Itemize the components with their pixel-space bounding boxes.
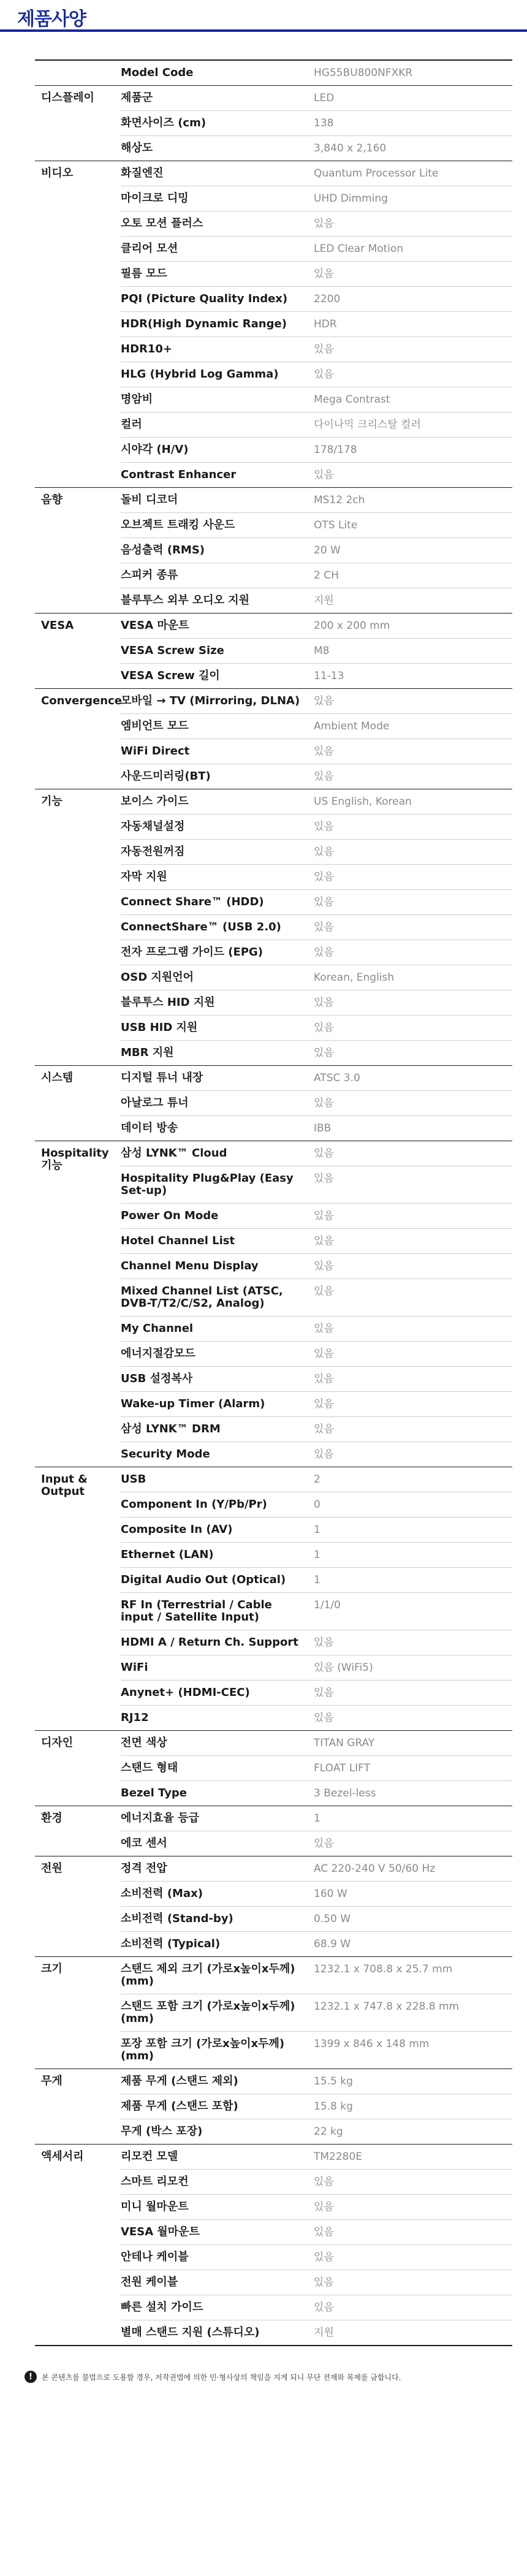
spec-value: 있음 [314, 1316, 512, 1342]
spec-value: 있음 [314, 1091, 512, 1116]
spec-label: Ethernet (LAN) [121, 1543, 314, 1568]
spec-value: 0 [314, 1492, 512, 1518]
spec-value: M8 [314, 639, 512, 664]
spec-label: 스마트 리모컨 [121, 2170, 314, 2195]
spec-value: 있음 [314, 1630, 512, 1655]
spec-row [35, 614, 512, 639]
spec-value: 138 [314, 111, 512, 136]
spec-label: HDMI A / Return Ch. Support [121, 1630, 314, 1655]
spec-value: 있음 [314, 362, 512, 387]
spec-value: 있음 [314, 1367, 512, 1392]
spec-label: 모바일 → TV (Mirroring, DLNA) [121, 689, 314, 714]
spec-label: 별매 스탠드 지원 (스튜디오) [121, 2326, 260, 2339]
spec-label: Security Mode [121, 1448, 210, 1461]
spec-label: USB [121, 1467, 314, 1492]
spec-label: 소비전력 (Stand-by) [121, 1907, 314, 1932]
spec-label: USB 설정복사 [121, 1367, 314, 1392]
spec-category: 액세서리 [35, 2145, 121, 2346]
spec-label: VESA 마운트 [121, 614, 314, 639]
spec-value: 있음 [314, 2220, 512, 2245]
spec-category: Hospitality 기능 [35, 1141, 121, 1467]
spec-label: 보이스 가이드 [121, 789, 314, 815]
spec-category [35, 61, 121, 86]
spec-label: Mixed Channel List (ATSC, DVB-T/T2/C/S2, Analog) [121, 1279, 314, 1316]
spec-row [35, 488, 512, 513]
spec-label: MBR 지원 [121, 1046, 174, 1059]
copyright-notice [25, 2371, 509, 2383]
spec-label: 에코 센서 [121, 1837, 167, 1850]
spec-value: 있음 [314, 1712, 334, 1724]
spec-label: Channel Menu Display [121, 1254, 314, 1279]
spec-value: 있음 [314, 1417, 512, 1442]
spec-label: 삼성 LYNK™ Cloud [121, 1141, 314, 1166]
spec-value: 있음 [314, 262, 512, 287]
spec-row [35, 1467, 512, 1492]
spec-label: 필름 모드 [121, 262, 314, 287]
spec-label: 빠른 설치 가이드 [121, 2295, 314, 2320]
spec-label: HDR(High Dynamic Range) [121, 312, 314, 337]
spec-value: 있음 [314, 1254, 512, 1279]
spec-value: IBB [314, 1122, 332, 1134]
spec-value: 있음 [314, 1229, 512, 1254]
spec-category: VESA [35, 614, 121, 689]
spec-label: Anynet+ (HDMI-CEC) [121, 1681, 314, 1706]
spec-value: 1232.1 x 708.8 x 25.7 mm [314, 1957, 512, 1994]
spec-category: 디자인 [35, 1731, 121, 1806]
spec-label: 전면 색상 [121, 1731, 314, 1756]
spec-label: 제품 무게 (스탠드 포함) [121, 2094, 314, 2119]
spec-row [35, 1856, 512, 1882]
spec-label: OSD 지원언어 [121, 965, 314, 990]
spec-value: 1 [314, 1568, 512, 1593]
spec-value: 있음 [314, 940, 512, 965]
spec-row [35, 1141, 512, 1166]
page-title: 제품사양 [17, 9, 86, 30]
spec-value: Mega Contrast [314, 387, 512, 412]
spec-label: 제품군 [121, 86, 314, 111]
table-bottom-rule [35, 2345, 512, 2346]
spec-value: 있음 [314, 1448, 334, 1461]
spec-value: 160 W [314, 1882, 512, 1907]
spec-value: 1399 x 846 x 148 mm [314, 2038, 430, 2050]
spec-row [35, 1731, 512, 1756]
spec-label: 제품 무게 (스탠드 제외) [121, 2069, 314, 2094]
spec-label: Component In (Y/Pb/Pr) [121, 1492, 314, 1518]
spec-value: 있음 [314, 2295, 512, 2320]
spec-value: HDR [314, 312, 512, 337]
spec-label: 마이크로 디밍 [121, 186, 314, 211]
spec-label: My Channel [121, 1316, 314, 1342]
spec-label: Hospitality Plug&Play (Easy Set-up) [121, 1166, 314, 1204]
spec-value: 1 [314, 1806, 512, 1831]
spec-label: VESA 월마운트 [121, 2220, 314, 2245]
spec-label: ConnectShare™ (USB 2.0) [121, 915, 314, 940]
spec-label: RJ12 [121, 1711, 149, 1724]
spec-label: 사운드미러링(BT) [121, 770, 211, 783]
spec-value: 있음 [314, 2195, 512, 2220]
spec-value: 있음 [314, 915, 512, 940]
spec-category: 음향 [35, 488, 121, 614]
spec-value: US English, Korean [314, 789, 512, 815]
spec-value: 11-13 [314, 670, 344, 682]
spec-value: 15.8 kg [314, 2094, 512, 2119]
spec-label: Model Code [121, 66, 194, 79]
spec-value: 있음 [314, 1166, 512, 1204]
spec-value: Korean, English [314, 965, 512, 990]
spec-value: 2 CH [314, 563, 512, 588]
spec-label: 자동전원꺼짐 [121, 840, 314, 865]
spec-value: 있음 [314, 689, 512, 714]
spec-category: 기능 [35, 789, 121, 1066]
spec-value: FLOAT LIFT [314, 1756, 512, 1781]
spec-category: 환경 [35, 1806, 121, 1856]
spec-value: 있음 [314, 337, 512, 362]
spec-label: WiFi Direct [121, 739, 314, 764]
spec-label: 에너지효율 등급 [121, 1806, 314, 1831]
spec-value: 있음 [314, 1392, 512, 1417]
spec-label: 블루투스 외부 오디오 지원 [121, 594, 250, 607]
spec-row [35, 1066, 512, 1091]
spec-label: 삼성 LYNK™ DRM [121, 1417, 314, 1442]
spec-value: LED [314, 86, 512, 111]
notice-text: 본 콘텐츠를 불법으로 도용할 경우, 저작권법에 의한 민·형사상의 책임을 지게 되니 무단 전재와 복제를 금합니다. [42, 2373, 401, 2382]
spec-value: 1 [314, 1543, 512, 1568]
spec-label: 자동채널설정 [121, 815, 314, 840]
exclamation-icon: ! [25, 2371, 37, 2383]
spec-value: 있음 [314, 2245, 512, 2270]
spec-label: 리모컨 모델 [121, 2145, 314, 2170]
spec-value: 3,840 x 2,160 [314, 142, 387, 154]
spec-value: 2200 [314, 287, 512, 312]
spec-label: HDR10+ [121, 337, 314, 362]
spec-label: HLG (Hybrid Log Gamma) [121, 362, 314, 387]
spec-row [35, 2145, 512, 2170]
spec-label: WiFi [121, 1655, 314, 1681]
spec-value: 있음 [314, 1279, 512, 1316]
spec-value: 있음 [314, 865, 512, 890]
spec-label: Hotel Channel List [121, 1229, 314, 1254]
spec-label: 블루투스 HID 지원 [121, 990, 314, 1016]
spec-label: 자막 지원 [121, 865, 314, 890]
spec-value: 있음 [314, 770, 334, 783]
spec-row [35, 86, 512, 111]
spec-value: 지원 [314, 595, 334, 607]
spec-value: 있음 [314, 1141, 512, 1166]
spec-value: 20 W [314, 538, 512, 563]
spec-label: 데이터 방송 [121, 1122, 178, 1134]
spec-label: 오토 모션 플러스 [121, 211, 314, 237]
spec-label: 무게 (박스 포장) [121, 2125, 203, 2138]
spec-label: 엠비언트 모드 [121, 714, 314, 739]
spec-label: 시야각 (H/V) [121, 438, 314, 463]
spec-label: 화면사이즈 (cm) [121, 111, 314, 136]
spec-label: 화질엔진 [121, 161, 314, 186]
spec-value: 0.50 W [314, 1907, 512, 1932]
spec-row [35, 1957, 512, 1994]
spec-table-container [35, 59, 512, 2346]
spec-label: Connect Share™ (HDD) [121, 890, 314, 915]
spec-value: TITAN GRAY [314, 1731, 512, 1756]
spec-value: 다이나믹 크리스탈 컬러 [314, 412, 512, 438]
spec-label: 돌비 디코더 [121, 488, 314, 513]
spec-value: 68.9 W [314, 1938, 351, 1950]
spec-value: 있음 [314, 1016, 512, 1041]
spec-row [35, 161, 512, 186]
spec-label: 오브젝트 트래킹 사운드 [121, 513, 314, 538]
spec-label: 명암비 [121, 387, 314, 412]
spec-value: 있음 [314, 2270, 512, 2295]
spec-category: 크기 [35, 1957, 121, 2069]
spec-value: 200 x 200 mm [314, 614, 512, 639]
spec-value: 있음 [314, 815, 512, 840]
spec-label: PQI (Picture Quality Index) [121, 287, 314, 312]
spec-value: 178/178 [314, 438, 512, 463]
spec-row [35, 789, 512, 815]
spec-value: 1/1/0 [314, 1593, 512, 1630]
spec-value: AC 220-240 V 50/60 Hz [314, 1856, 512, 1882]
spec-value: 있음 (WiFi5) [314, 1655, 512, 1681]
spec-row [35, 689, 512, 714]
spec-value: 있음 [314, 2170, 512, 2195]
spec-value: 있음 [314, 1047, 334, 1059]
spec-value: 있음 [314, 469, 334, 481]
spec-value: 3 Bezel-less [314, 1787, 376, 1799]
spec-category: 디스플레이 [35, 86, 121, 161]
spec-value: 있음 [314, 1342, 512, 1367]
spec-row [35, 61, 512, 86]
spec-value: 있음 [314, 1204, 512, 1229]
spec-row [35, 1806, 512, 1831]
spec-category: Input & Output [35, 1467, 121, 1731]
spec-value: ATSC 3.0 [314, 1066, 512, 1091]
spec-value: 있음 [314, 890, 512, 915]
spec-label: VESA Screw Size [121, 639, 314, 664]
spec-label: Bezel Type [121, 1787, 188, 1799]
spec-label: Power On Mode [121, 1204, 314, 1229]
spec-value: 2 [314, 1467, 512, 1492]
spec-category: 전원 [35, 1856, 121, 1957]
spec-label: 스탠드 포함 크기 (가로x높이x두께) (mm) [121, 1994, 314, 2032]
spec-value: TM2280E [314, 2145, 512, 2170]
spec-value: 있음 [314, 1837, 334, 1850]
spec-label: 정격 전압 [121, 1856, 314, 1882]
spec-label: RF In (Terrestrial / Cable input / Satellite Input) [121, 1593, 314, 1630]
spec-label: 컬러 [121, 412, 314, 438]
spec-label: 포장 포함 크기 (가로x높이x두께) (mm) [121, 2037, 285, 2062]
spec-value: 있음 [314, 739, 512, 764]
spec-label: 아날로그 튜너 [121, 1091, 314, 1116]
spec-value: OTS Lite [314, 513, 512, 538]
spec-value: 있음 [314, 840, 512, 865]
spec-label: Contrast Enhancer [121, 468, 237, 481]
spec-value: 15.5 kg [314, 2069, 512, 2094]
spec-label: 스피커 종류 [121, 563, 314, 588]
spec-value: 지원 [314, 2327, 334, 2339]
spec-value: 있음 [314, 1681, 512, 1706]
spec-value: Quantum Processor Lite [314, 161, 512, 186]
spec-label: 소비전력 (Max) [121, 1882, 314, 1907]
spec-label: 음성출력 (RMS) [121, 538, 314, 563]
spec-label: USB HID 지원 [121, 1016, 314, 1041]
spec-label: Wake-up Timer (Alarm) [121, 1392, 314, 1417]
spec-value: HG55BU800NFXKR [314, 67, 413, 79]
spec-value: MS12 2ch [314, 488, 512, 513]
spec-label: 미니 월마운트 [121, 2195, 314, 2220]
spec-category: 시스템 [35, 1066, 121, 1141]
spec-value: 22 kg [314, 2126, 343, 2138]
spec-label: 전자 프로그램 가이드 (EPG) [121, 940, 314, 965]
spec-label: 전원 케이블 [121, 2270, 314, 2295]
spec-value: 1 [314, 1518, 512, 1543]
page-header [0, 0, 527, 32]
spec-row [35, 2069, 512, 2094]
spec-label: 스탠드 형태 [121, 1756, 314, 1781]
spec-label: 에너지절감모드 [121, 1342, 314, 1367]
spec-category: 비디오 [35, 161, 121, 488]
spec-value: LED Clear Motion [314, 237, 512, 262]
spec-label: 스탠드 제외 크기 (가로x높이x두께) (mm) [121, 1957, 314, 1994]
spec-value: UHD Dimming [314, 186, 512, 211]
spec-value: Ambient Mode [314, 714, 512, 739]
spec-value: 1232.1 x 747.8 x 228.8 mm [314, 1994, 512, 2032]
spec-value: 있음 [314, 211, 512, 237]
spec-label: Digital Audio Out (Optical) [121, 1568, 314, 1593]
spec-label: Composite In (AV) [121, 1518, 314, 1543]
spec-value: 있음 [314, 990, 512, 1016]
spec-label: 안테나 케이블 [121, 2245, 314, 2270]
spec-label: 소비전력 (Typical) [121, 1937, 221, 1950]
spec-table [35, 61, 512, 2345]
spec-label: 해상도 [121, 142, 153, 154]
spec-label: VESA Screw 길이 [121, 669, 220, 682]
spec-category: 무게 [35, 2069, 121, 2145]
spec-label: 클리어 모션 [121, 237, 314, 262]
spec-label: 디지털 튜너 내장 [121, 1066, 314, 1091]
spec-category: Convergence [35, 689, 121, 789]
